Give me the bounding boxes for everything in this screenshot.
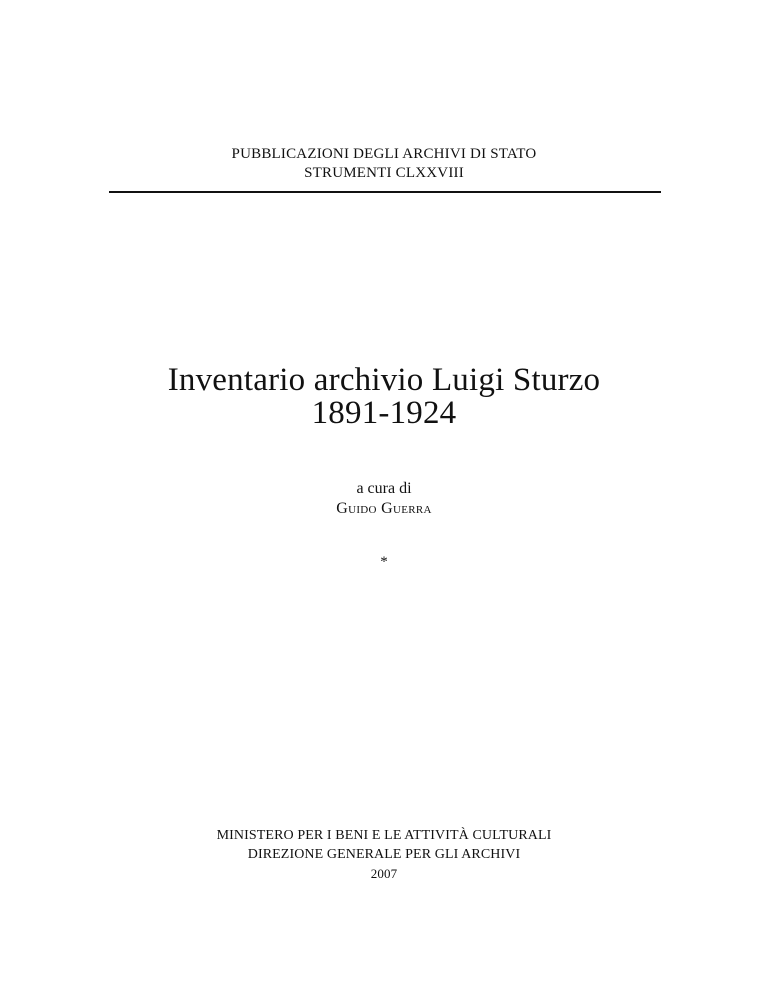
editor-name: Guido Guerra bbox=[336, 500, 432, 517]
series-number: STRUMENTI CLXXVIII bbox=[304, 165, 464, 181]
publication-year: 2007 bbox=[370, 866, 398, 881]
series-title: PUBBLICAZIONI DEGLI ARCHIVI DI STATO bbox=[231, 146, 537, 162]
header-rule bbox=[109, 191, 661, 193]
book-date-range: 1891-1924 bbox=[311, 395, 457, 431]
publisher-ministry: MINISTERO PER I BENI E LE ATTIVITÀ CULTURALI bbox=[216, 828, 552, 843]
publisher-directorate: DIREZIONE GENERALE PER GLI ARCHIVI bbox=[247, 847, 521, 862]
volume-mark: * bbox=[380, 554, 388, 570]
book-title: Inventario archivio Luigi Sturzo bbox=[167, 362, 601, 398]
credit-label: a cura di bbox=[356, 480, 412, 497]
